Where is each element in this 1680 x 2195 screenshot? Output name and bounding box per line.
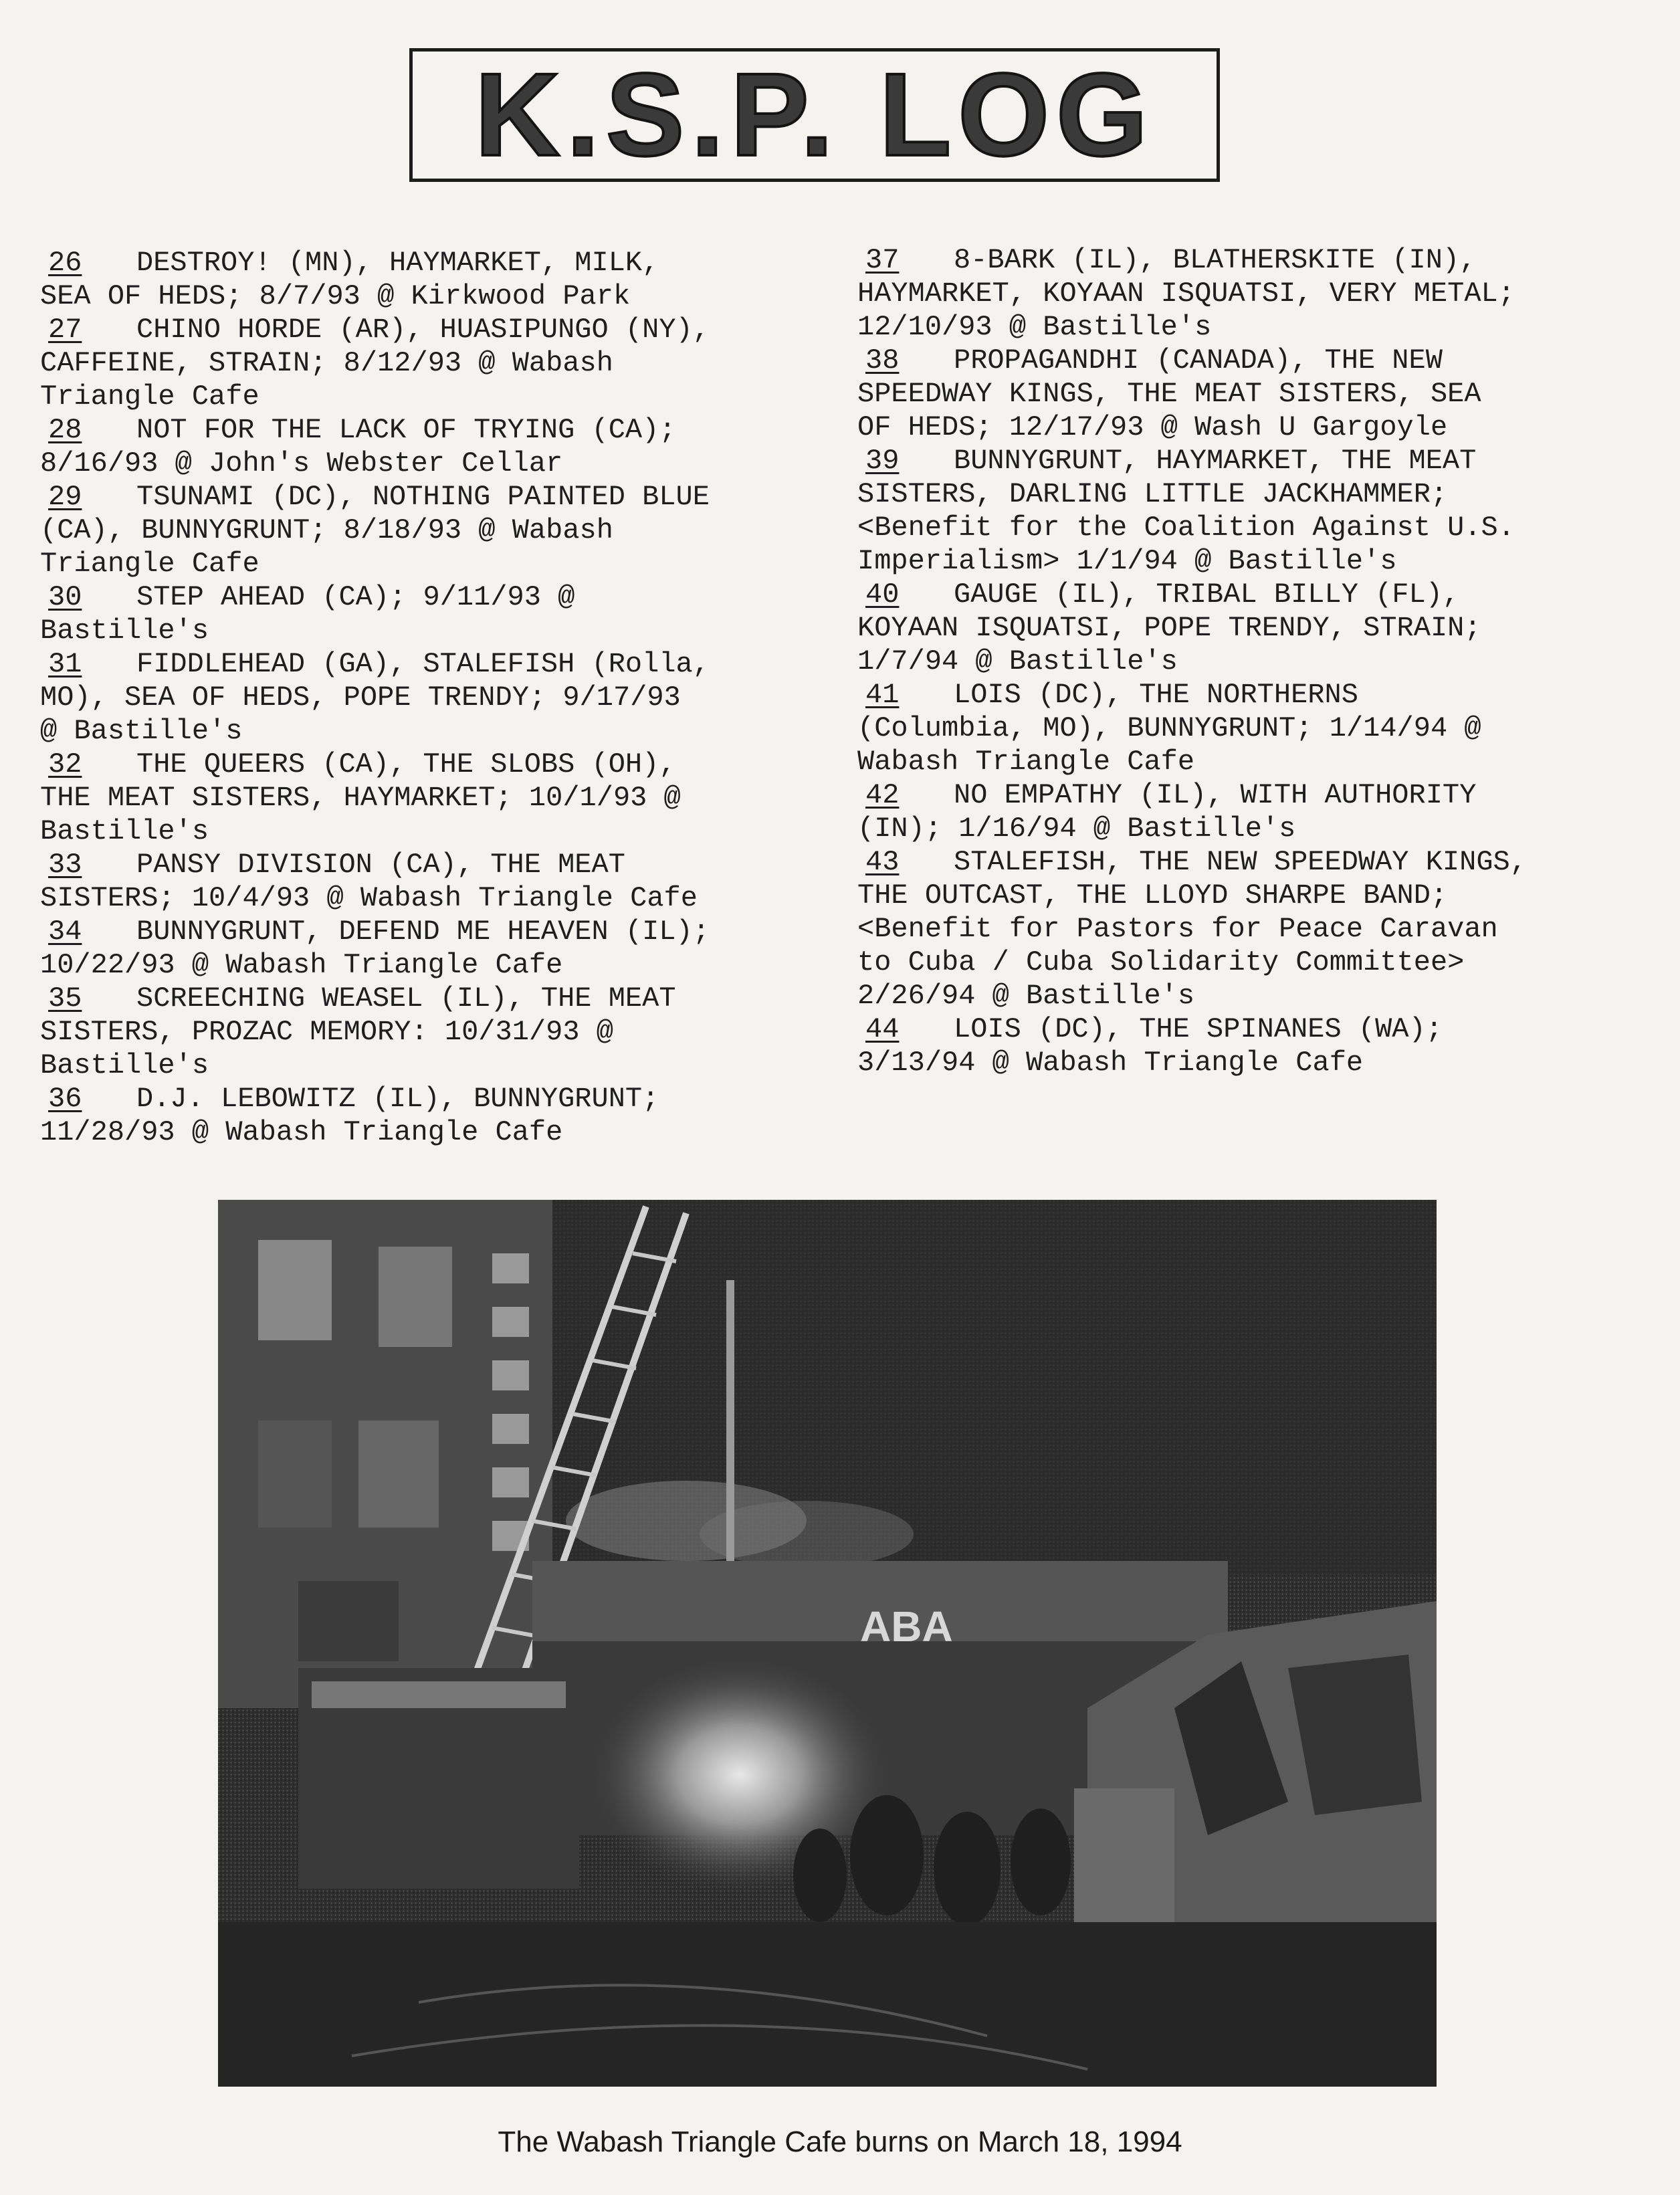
log-entry-text: THE QUEERS (CA), THE SLOBS (OH), [136,748,676,780]
log-entry-line [40,280,836,313]
log-entry [40,413,836,480]
log-entry-line [40,948,836,982]
log-entry-number: 29 [48,481,82,513]
log-column-left [40,246,836,1149]
log-entry-text: to Cuba / Cuba Solidarity Committee> [857,946,1465,978]
log-entry-line [40,614,836,647]
log-entry-text: STEP AHEAD (CA); 9/11/93 @ [136,581,575,613]
log-entry-number: 40 [865,579,900,611]
log-entry-text: SCREECHING WEASEL (IL), THE MEAT [136,982,676,1015]
log-entry-number: 32 [48,748,82,780]
log-entry-line [857,912,1653,946]
log-entry [40,647,836,748]
log-entry-text: @ Bastille's [40,715,243,747]
log-entry-line [40,647,836,681]
log-entry-text: <Benefit for Pastors for Peace Caravan [857,913,1498,945]
log-entry-text: STALEFISH, THE NEW SPEEDWAY KINGS, [954,846,1527,878]
log-entry-text: BUNNYGRUNT, DEFEND ME HEAVEN (IL); [136,916,710,948]
log-entry-text: LOIS (DC), THE NORTHERNS [954,679,1358,711]
log-entry-text: MO), SEA OF HEDS, POPE TRENDY; 9/17/93 [40,682,681,714]
log-entry-line [857,845,1653,879]
log-entry-line [40,748,836,781]
log-entry [857,845,1653,1013]
log-entry-text: DESTROY! (MN), HAYMARKET, MILK, [136,247,659,279]
log-entry-number: 42 [865,779,900,811]
log-entry-line [857,812,1653,845]
log-entry-text: Wabash Triangle Cafe [857,746,1195,778]
log-entry-line [857,712,1653,745]
log-entry-line [857,1013,1653,1046]
log-entry-text: SISTERS; 10/4/93 @ Wabash Triangle Cafe [40,882,698,914]
log-entry-line [40,815,836,848]
log-entry-text: SISTERS, DARLING LITTLE JACKHAMMER; [857,478,1448,510]
log-entry-line [40,1082,836,1116]
log-entry-line [857,478,1653,511]
log-entry [857,243,1653,344]
log-entry-text: PANSY DIVISION (CA), THE MEAT [136,849,625,881]
log-entry [857,1013,1653,1079]
fire-photo [218,1200,1437,2087]
log-entry-text: <Benefit for the Coalition Against U.S. [857,512,1515,544]
log-entry-number: 26 [48,247,82,279]
log-entry-line [857,411,1653,444]
log-entry-text: Bastille's [40,815,209,847]
log-entry [40,480,836,581]
cafe-sign: ABA [860,1602,953,1651]
log-entry-text: 8-BARK (IL), BLATHERSKITE (IN), [954,244,1477,276]
log-entry-line [857,544,1653,578]
log-entry-line [40,848,836,881]
log-entry-text: THE OUTCAST, THE LLOYD SHARPE BAND; [857,879,1448,912]
log-entry-line [857,277,1653,310]
log-entry-number: 33 [48,849,82,881]
log-entry-text: (CA), BUNNYGRUNT; 8/18/93 @ Wabash [40,514,613,546]
page-title: K.S.P. LOG [474,49,1155,181]
fire-photo-illustration [218,1200,1437,2087]
log-entry-text: GAUGE (IL), TRIBAL BILLY (FL), [954,579,1460,611]
log-entry-text: 1/7/94 @ Bastille's [857,645,1178,677]
log-entry-line [857,745,1653,778]
title-box [409,48,1220,182]
log-entry-text: Bastille's [40,615,209,647]
log-entry-text: FIDDLEHEAD (GA), STALEFISH (Rolla, [136,648,710,680]
log-entry-line [857,377,1653,411]
log-entry-number: 37 [865,244,900,276]
log-entry-line [40,413,836,447]
log-entry-line [40,1049,836,1082]
log-entry-text: 2/26/94 @ Bastille's [857,980,1195,1012]
log-entry-line [40,480,836,514]
log-entry-text: 8/16/93 @ John's Webster Cellar [40,447,563,480]
log-entry-line [40,915,836,948]
log-entry-text: SPEEDWAY KINGS, THE MEAT SISTERS, SEA [857,378,1481,410]
log-entry-text: 11/28/93 @ Wabash Triangle Cafe [40,1116,563,1148]
log-entry-line [857,611,1653,645]
log-entry-text: CHINO HORDE (AR), HUASIPUNGO (NY), [136,314,710,346]
log-entry [40,915,836,982]
log-entry-text: Triangle Cafe [40,548,259,580]
log-entry-line [857,310,1653,344]
log-entry-line [40,346,836,380]
log-entry-line [857,444,1653,478]
log-entry-number: 38 [865,344,900,377]
log-entry [40,848,836,915]
log-entry-line [857,1046,1653,1079]
log-entry-text: THE MEAT SISTERS, HAYMARKET; 10/1/93 @ [40,782,681,814]
log-entry-line [40,380,836,413]
log-entry-text: SISTERS, PROZAC MEMORY: 10/31/93 @ [40,1016,613,1048]
log-entry-line [40,1015,836,1049]
log-entry-line [857,678,1653,712]
log-entry-text: D.J. LEBOWITZ (IL), BUNNYGRUNT; [136,1083,659,1115]
log-entry-line [40,514,836,547]
log-entry-line [40,447,836,480]
log-entry-text: 3/13/94 @ Wabash Triangle Cafe [857,1047,1364,1079]
log-entry-text: Bastille's [40,1049,209,1081]
log-entry-line [40,313,836,346]
log-entry-text: Imperialism> 1/1/94 @ Bastille's [857,545,1397,577]
log-entry-line [40,982,836,1015]
log-entry-text: NO EMPATHY (IL), WITH AUTHORITY [954,779,1477,811]
log-entry-text: 10/22/93 @ Wabash Triangle Cafe [40,949,563,981]
log-entry [40,1082,836,1149]
log-entry-number: 41 [865,679,900,711]
log-entry-line [40,246,836,280]
log-entry-text: PROPAGANDHI (CANADA), THE NEW [954,344,1443,377]
log-entry-line [857,578,1653,611]
log-entry-text: (Columbia, MO), BUNNYGRUNT; 1/14/94 @ [857,712,1481,744]
log-entry-line [40,547,836,581]
log-entry-number: 35 [48,982,82,1015]
log-entry-text: KOYAAN ISQUATSI, POPE TRENDY, STRAIN; [857,612,1481,644]
log-entry-text: CAFFEINE, STRAIN; 8/12/93 @ Wabash [40,347,613,379]
log-entry-text: HAYMARKET, KOYAAN ISQUATSI, VERY METAL; [857,278,1515,310]
log-entry-line [40,581,836,614]
log-entry [40,982,836,1082]
log-entry-line [857,946,1653,979]
log-entry-line [857,979,1653,1013]
log-entry-line [40,681,836,714]
log-entry-text: LOIS (DC), THE SPINANES (WA); [954,1013,1443,1045]
log-column-right [857,243,1653,1079]
log-entry-line [857,645,1653,678]
log-entry-number: 27 [48,314,82,346]
log-entry-number: 30 [48,581,82,613]
log-entry [40,581,836,647]
log-entry-line [40,781,836,815]
log-entry-number: 36 [48,1083,82,1115]
log-entry-text: BUNNYGRUNT, HAYMARKET, THE MEAT [954,445,1477,477]
log-entry-text: SEA OF HEDS; 8/7/93 @ Kirkwood Park [40,280,631,312]
log-entry-number: 39 [865,445,900,477]
log-entry-line [40,881,836,915]
log-entry-number: 28 [48,414,82,446]
photo-caption: The Wabash Triangle Cafe burns on March 18, 1994 [498,2125,1182,2158]
log-entry-line [857,344,1653,377]
log-entry-text: 12/10/93 @ Bastille's [857,311,1212,343]
log-entry-line [857,511,1653,544]
log-entry-line [857,879,1653,912]
log-entry-number: 44 [865,1013,900,1045]
log-entry [40,748,836,848]
log-entry-line [857,778,1653,812]
log-entry-number: 31 [48,648,82,680]
log-entry [40,246,836,313]
log-entry-line [40,714,836,748]
log-entry-line [40,1116,836,1149]
log-entry-number: 34 [48,916,82,948]
log-entry [857,578,1653,678]
log-entry-text: (IN); 1/16/94 @ Bastille's [857,813,1296,845]
log-entry [857,778,1653,845]
log-entry [857,444,1653,578]
log-entry [40,313,836,413]
log-entry [857,678,1653,778]
log-entry-text: TSUNAMI (DC), NOTHING PAINTED BLUE [136,481,710,513]
log-entry-text: OF HEDS; 12/17/93 @ Wash U Gargoyle [857,411,1448,443]
log-entry-text: NOT FOR THE LACK OF TRYING (CA); [136,414,676,446]
log-entry [857,344,1653,444]
log-entry-text: Triangle Cafe [40,381,259,413]
log-entry-line [857,243,1653,277]
log-entry-number: 43 [865,846,900,878]
